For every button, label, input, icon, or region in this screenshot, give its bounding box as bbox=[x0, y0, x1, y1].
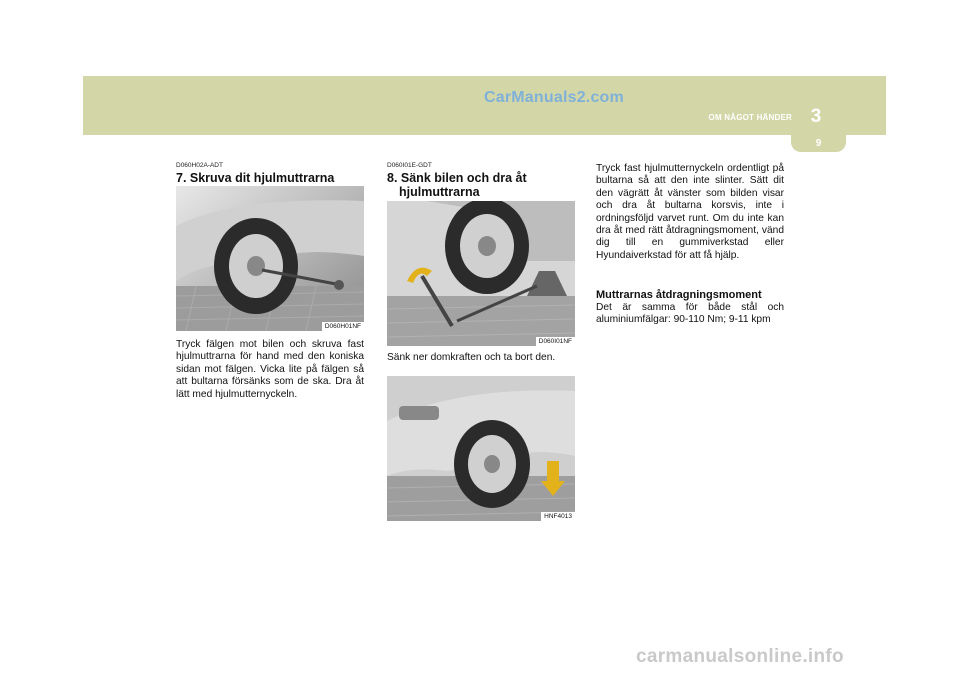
section-code: D060H02A-ADT bbox=[176, 162, 223, 169]
section-code: D060I01E-GDT bbox=[387, 162, 432, 169]
car-illustration bbox=[387, 376, 575, 521]
wheel-illustration bbox=[176, 186, 364, 331]
section-heading-line2: hjulmuttrarna bbox=[399, 185, 480, 199]
section-body: Tryck fälgen mot bilen och skruva fast hjulmuttrarna för hand med den koniska sidan mot fälgen. Vicka lite på fälgen så att bultarna försänks som de ska. Dra åt lätt med hjulmutternyckeln. bbox=[176, 339, 364, 400]
chapter-title: OM NÅGOT HÄNDER bbox=[708, 113, 792, 122]
section-subbody: Det är samma för både stål och aluminiumfälgar: 90-110 Nm; 9-11 kpm bbox=[596, 302, 784, 326]
bottom-watermark[interactable]: carmanualsonline.info bbox=[636, 646, 844, 667]
page-number: 9 bbox=[815, 138, 822, 149]
section-heading-line1: 8. Sänk bilen och dra åt bbox=[387, 171, 527, 185]
jack-illustration bbox=[387, 201, 575, 346]
top-watermark[interactable]: CarManuals2.com bbox=[484, 89, 624, 106]
jack-figure bbox=[387, 201, 575, 346]
wheel-nut-figure bbox=[176, 186, 364, 331]
chapter-number: 3 bbox=[810, 106, 822, 127]
figure-label: D060I01NF bbox=[536, 337, 575, 346]
section-body: Sänk ner domkraften och ta bort den. bbox=[387, 352, 556, 363]
section-body: Tryck fast hjulmutternyckeln ordentligt på bultarna så att den inte slinter. Sätt dit den vägrätt åt vänster som bilden visar och dra åt bultarna korsvis, inte i ordningsföljd varvet runt. Om du inte kan dra åt med rätt åtdragningsmoment, vänd dig till en gummiverkstad eller Hyundaiverkstad för att få hjälp. bbox=[596, 163, 784, 261]
section-subheading: Muttrarnas åtdragningsmoment bbox=[596, 289, 762, 301]
figure-label: D060H01NF bbox=[322, 322, 364, 331]
figure-label: HNF4013 bbox=[541, 512, 575, 521]
section-heading: 7. Skruva dit hjulmuttrarna bbox=[176, 171, 335, 185]
lowered-car-figure bbox=[387, 376, 575, 521]
